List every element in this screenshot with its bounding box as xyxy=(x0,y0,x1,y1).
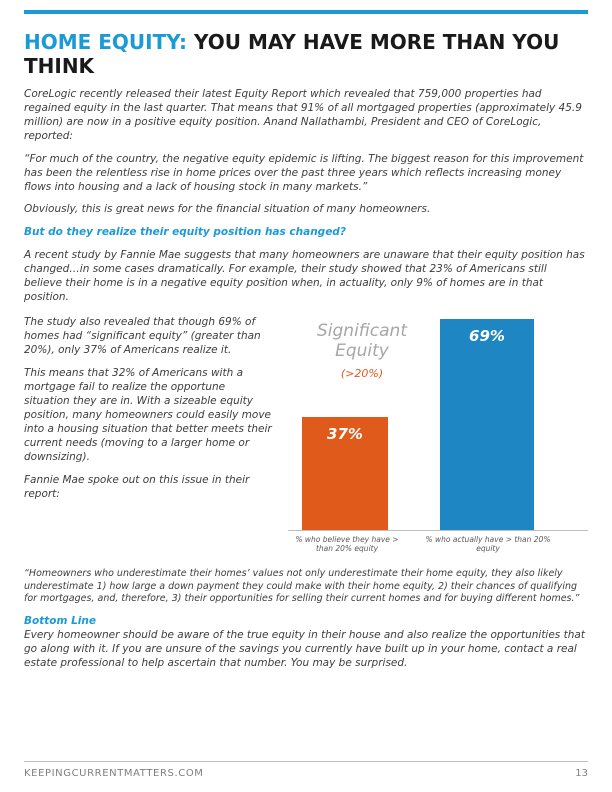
bar-value-label: 69% xyxy=(469,327,505,346)
great-news-text: Obviously, this is great news for the financial situation of many homeowners. xyxy=(24,203,431,216)
text-and-chart-section xyxy=(24,314,588,559)
bottom-line-paragraph: Every homeowner should be aware of the true equity in their house and also realize the opportunities that go along with it. If you are unsure of the savings you currently have built up in your home, contact a real estate professional to help ascertain that number. You may be surprised. xyxy=(24,628,585,669)
page-title xyxy=(24,30,572,79)
chart-axis-labels xyxy=(288,531,588,559)
page-footer xyxy=(24,761,588,779)
question-subhead: But do they realize their equity position has changed? xyxy=(24,226,346,239)
intro-paragraph: CoreLogic recently released their latest Equity Report which revealed that 759,000 properties had regained equity in the last quarter. That means that 91% of all mortgaged properties (approximately 45.9 million) are now in a positive equity position. Anand Nallathambi, President and CEO of CoreLogic, reported: xyxy=(24,87,582,142)
bottom-line-heading: Bottom Line xyxy=(24,614,96,627)
footer-site-text: KEEPINGCURRENTMATTERS.COM xyxy=(24,768,204,779)
axis-label-believe: % who believe they have > than 20% equity xyxy=(295,535,399,554)
page-title-rest: YOU MAY HAVE MORE THAN YOU THINK xyxy=(24,30,560,79)
top-accent-rule xyxy=(24,10,588,14)
footer-page-number: 13 xyxy=(575,768,588,779)
chart-plot-area xyxy=(288,316,588,530)
chart-subtitle: (>20%) xyxy=(340,367,384,381)
chart-title xyxy=(288,322,436,381)
left-text-column xyxy=(24,314,274,559)
significant-equity-chart xyxy=(288,314,588,559)
homeowners-quote: “Homeowners who underestimate their homes’ values not only underestimate their home equity, they also likely underestimate 1) how large a down payment they could make with their home equity, 2) their chances of qualifying for mortgages, and, therefore, 3) their opportunities for selling their current homes and for buying different homes.” xyxy=(24,568,580,605)
fannie-spoke-paragraph: Fannie Mae spoke out on this issue in their report: xyxy=(24,473,250,500)
fannie-study-paragraph: A recent study by Fannie Mae suggests that many homeowners are unaware that their equity position has changed…in some cases dramatically. For example, their study showed that 23% of Americans still believe their home is in a negative equity position when, in actuality, only 9% of homes are in that position. xyxy=(24,249,585,304)
study-revealed-paragraph: The study also revealed that though 69% of homes had “significant equity” (greater than 20%), only 37% of Americans realize it. xyxy=(24,316,261,357)
bar-value-label: 37% xyxy=(327,425,363,444)
bar-believe xyxy=(302,417,388,530)
axis-label-actual: % who actually have > than 20% equity xyxy=(425,535,551,554)
bar-actual xyxy=(440,319,534,530)
page-title-highlight: HOME EQUITY: xyxy=(24,30,187,54)
chart-title-text: Significant Equity xyxy=(317,321,407,361)
corelogic-quote: “For much of the country, the negative equity epidemic is lifting. The biggest reason for this improvement has been the relentless rise in home prices over the past three years which reflects increasing money flows into housing and a lack of housing stock in many markets.” xyxy=(24,152,584,193)
this-means-paragraph: This means that 32% of Americans with a mortgage fail to realize the opportune situation they are in. With a sizeable equity position, many homeowners could easily move into a housing situation that better meets their current needs (moving to a larger home or downsizing). xyxy=(24,367,272,463)
